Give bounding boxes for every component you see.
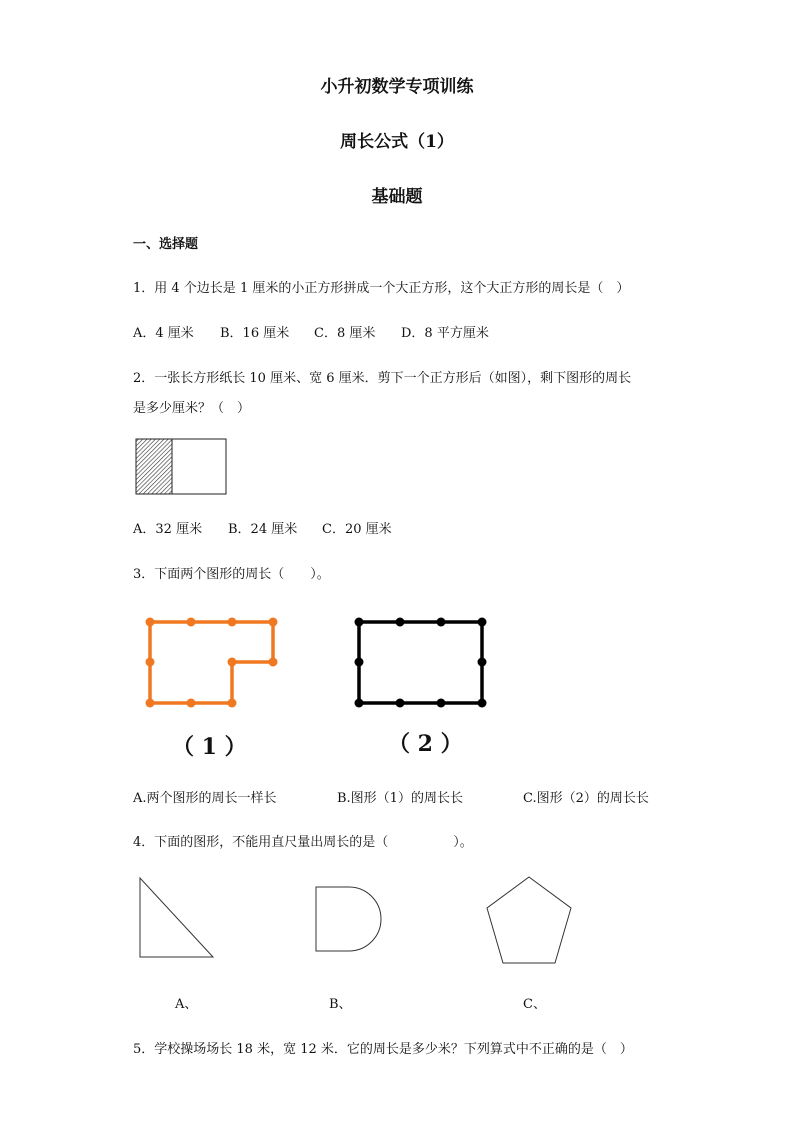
question-3-figure-1-label: （ 1 ）	[172, 734, 247, 760]
question-4-option-b: B、	[329, 997, 352, 1012]
question-1-option-a: A．4 厘米	[133, 326, 194, 341]
question-2-option-b: B．24 厘米	[228, 522, 298, 537]
question-3-stem: 3．下面两个图形的周长（ ）。	[133, 567, 330, 582]
question-1-option-d: D．8 平方厘米	[401, 326, 489, 341]
question-2-option-c: C．20 厘米	[322, 522, 392, 537]
difficulty-level: 基础题	[371, 187, 423, 207]
page-subtitle: 周长公式（1）	[340, 132, 454, 152]
question-5-stem: 5．学校操场场长 18 米，宽 12 米．它的周长是多少米？下列算式中不正确的是（ ）	[133, 1042, 633, 1057]
cut-square-hatched	[136, 439, 172, 494]
question-4-semicircle-shape	[314, 885, 384, 955]
question-3-option-a: A.两个图形的周长一样长	[133, 791, 277, 806]
question-1-option-c: C．8 厘米	[314, 326, 376, 341]
question-4-triangle	[138, 876, 216, 960]
question-2-stem-line2: 是多少厘米？（ ）	[133, 401, 251, 416]
question-4-pentagon	[485, 875, 575, 967]
question-1-stem: 1．用 4 个边长是 1 厘米的小正方形拼成一个大正方形，这个大正方形的周长是（ ）	[133, 281, 630, 296]
question-4-option-c: C、	[523, 997, 546, 1012]
question-3-figure-1	[140, 612, 290, 712]
question-3-figure-2	[350, 612, 495, 712]
question-2-stem-line1: 2．一张长方形纸长 10 厘米、宽 6 厘米．剪下一个正方形后（如图），剩下图形的周长	[133, 371, 632, 386]
section-heading: 一、选择题	[133, 237, 199, 252]
question-3-option-c: C.图形（2）的周长长	[523, 791, 649, 806]
question-2-option-a: A．32 厘米	[133, 522, 203, 537]
question-1-option-b: B．16 厘米	[220, 326, 290, 341]
question-3-figure-2-label: （ 2 ）	[388, 731, 463, 757]
page-title: 小升初数学专项训练	[320, 77, 474, 97]
question-2-figure	[135, 438, 228, 496]
question-4-stem: 4．下面的图形，不能用直尺量出周长的是（ ）。	[133, 835, 473, 850]
question-3-option-b: B.图形（1）的周长长	[337, 791, 463, 806]
question-4-option-a: A、	[175, 997, 198, 1012]
